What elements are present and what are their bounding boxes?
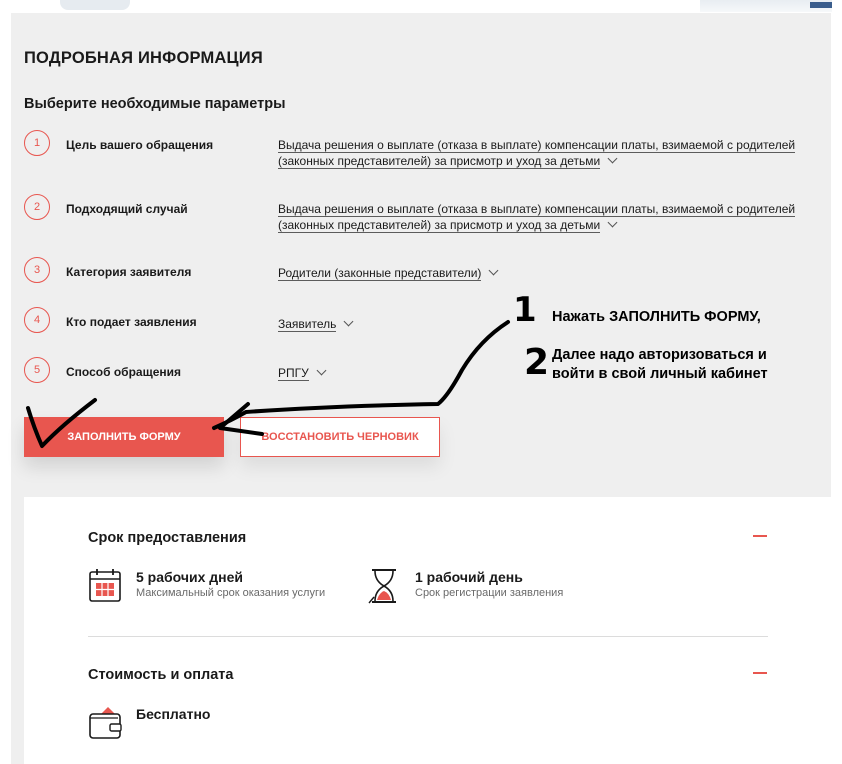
step-number: 4: [24, 307, 50, 333]
param-value: Выдача решения о выплате (отказа в выплате) компенсации платы, взимаемой с родителей: [278, 202, 796, 216]
restore-draft-button[interactable]: ВОССТАНОВИТЬ ЧЕРНОВИК: [240, 417, 440, 457]
param-label: Способ обращения: [66, 365, 182, 379]
step-number: 1: [24, 130, 50, 156]
section-title: ПОДРОБНАЯ ИНФОРМАЦИЯ: [24, 49, 263, 67]
param-value: РПГУ: [278, 366, 309, 380]
hourglass-icon: [366, 567, 402, 605]
param-select-purpose[interactable]: [278, 137, 798, 169]
term-registration-label: Срок регистрации заявления: [415, 587, 564, 599]
collapse-cost-icon[interactable]: [753, 672, 767, 674]
param-value: Выдача решения о выплате (отказа в выплате) компенсации платы, взимаемой с родителей: [278, 138, 796, 152]
annotation-step2-number: 2: [524, 342, 550, 383]
chevron-down-icon: [608, 218, 618, 228]
chevron-down-icon: [344, 317, 354, 327]
top-banner-strip: [0, 0, 842, 13]
param-value: (законных представителей) за присмотр и уход за детьми: [278, 218, 601, 232]
param-value: (законных представителей) за присмотр и уход за детьми: [278, 154, 601, 168]
section-divider: [88, 636, 768, 637]
banner-decoration-right: [700, 0, 832, 12]
step-number: 2: [24, 194, 50, 220]
param-select-case[interactable]: [278, 201, 798, 233]
cost-section-title[interactable]: Стоимость и оплата: [88, 667, 234, 683]
fill-form-button[interactable]: ЗАПОЛНИТЬ ФОРМУ: [24, 417, 224, 457]
term-max-label: Максимальный срок оказания услуги: [136, 587, 326, 599]
banner-decoration-left: [60, 0, 130, 10]
cost-value: Бесплатно: [136, 706, 211, 722]
param-label: Кто подает заявления: [66, 315, 197, 329]
params-title: Выберите необходимые параметры: [24, 96, 286, 112]
collapse-term-icon[interactable]: [753, 535, 767, 537]
wallet-icon: [88, 703, 124, 741]
chevron-down-icon: [489, 266, 499, 276]
chevron-down-icon: [608, 154, 618, 164]
term-max-value: 5 рабочих дней: [136, 569, 244, 585]
chevron-down-icon: [316, 366, 326, 376]
annotation-step2-line1: Далее надо авторизоваться и: [552, 347, 767, 363]
param-label: Подходящий случай: [66, 202, 188, 216]
param-select-category[interactable]: [278, 265, 798, 281]
annotation-step1-text: Нажать ЗАПОЛНИТЬ ФОРМУ,: [552, 309, 761, 325]
step-number: 5: [24, 357, 50, 383]
annotation-step2-line2: войти в свой личный кабинет: [552, 366, 768, 382]
param-label: Категория заявителя: [66, 265, 192, 279]
annotation-step1-number: 1: [513, 290, 537, 330]
step-number: 3: [24, 257, 50, 283]
param-value: Заявитель: [278, 317, 337, 331]
service-info-card: [24, 497, 831, 764]
term-registration-value: 1 рабочий день: [415, 569, 523, 585]
calendar-icon: [88, 567, 122, 603]
term-section-title[interactable]: Срок предоставления: [88, 530, 247, 546]
param-label: Цель вашего обращения: [66, 138, 214, 152]
param-value: Родители (законные представители): [278, 266, 482, 280]
